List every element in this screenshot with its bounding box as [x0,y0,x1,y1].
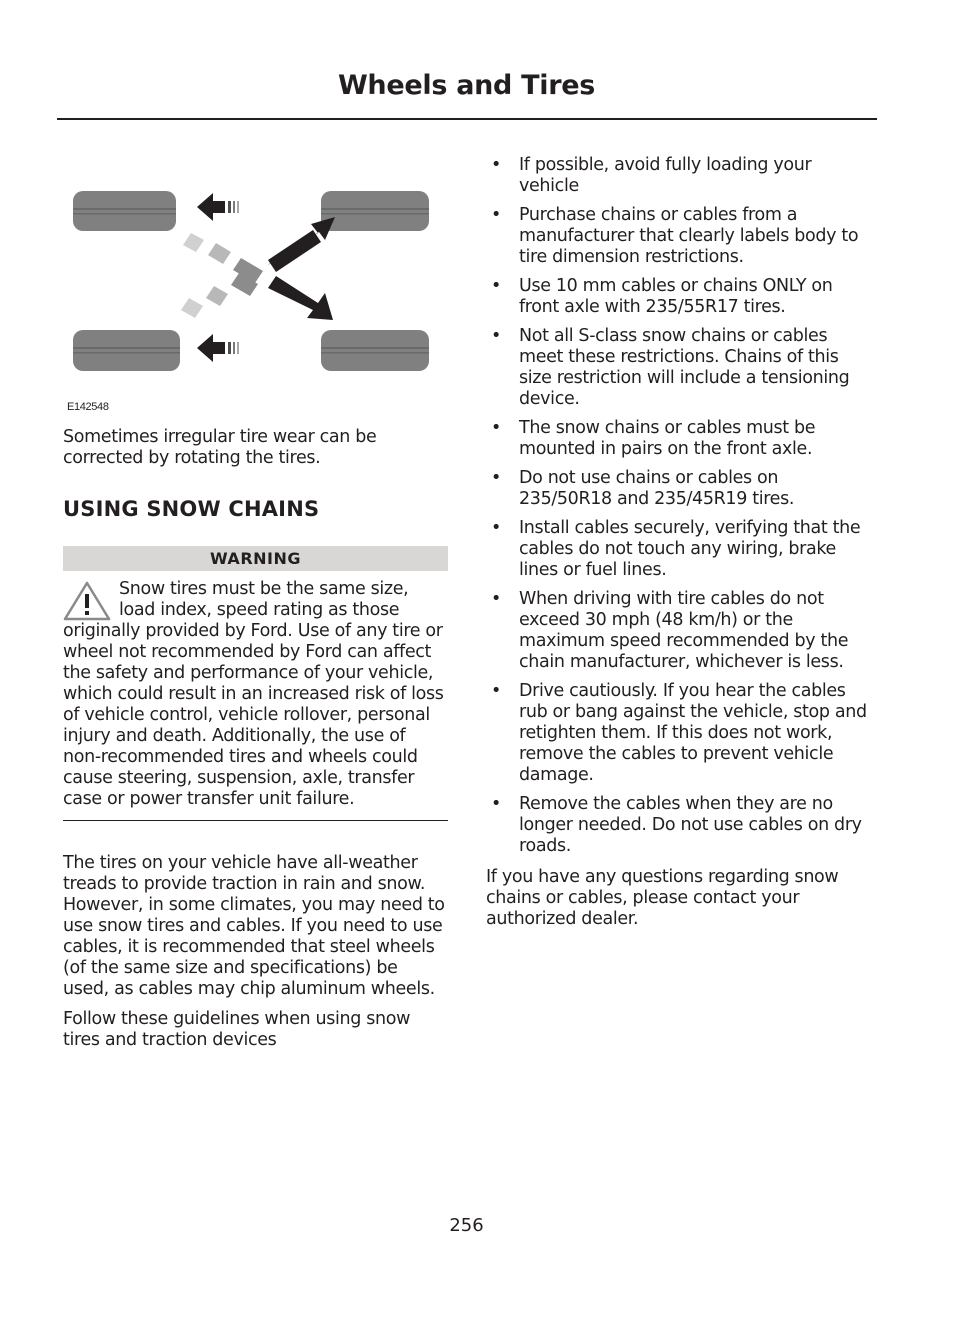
bullet-dot-icon: • [491,418,501,438]
bullet-dot-icon: • [491,326,501,346]
list-item-text: Do not use chains or cables on 235/50R18 and 235/45R19 tires. [519,468,795,509]
tire-rotation-diagram [63,160,433,415]
list-item-text: Install cables securely, verifying that the cables do not touch any wiring, brake lines or fuel lines. [519,518,861,580]
warning-label: WARNING [63,546,448,571]
tire-rear-right-icon [321,330,429,371]
bullet-dot-icon: • [491,205,501,225]
list-item [486,418,876,460]
list-item-text: Not all S-class snow chains or cables meet these restrictions. Chains of this size restriction will include a tensioning device. [519,326,850,409]
page-number: 256 [449,1215,484,1236]
list-item [486,276,876,318]
list-item-text: Purchase chains or cables from a manufacturer that clearly labels body to tire dimension restrictions. [519,205,859,267]
list-item-text: Remove the cables when they are no longer needed. Do not use cables on dry roads. [519,794,862,856]
list-item [486,681,876,786]
bullet-dot-icon: • [491,155,501,175]
warning-triangle-icon [63,581,111,621]
tire-front-left-icon [73,191,176,231]
warning-text: Snow tires must be the same size, load index, speed rating as those originally provided by Ford. Use of any tire or wheel not recommended by Ford can affect the safety and performance of your vehicle, which could result in an increased risk of loss of vehicle control, vehicle rollover, personal injury and death. Additionally, the use of non-recommended tires and wheels could cause steering, suspension, axle, transfer case or power transfer unit failure. [63,579,444,809]
warning-box [63,579,448,810]
bullet-dot-icon: • [491,794,501,814]
list-item-text: If possible, avoid fully loading your vehicle [519,155,812,196]
list-item [486,794,876,857]
page-header-title: Wheels and Tires [337,70,596,101]
bullet-dot-icon: • [491,276,501,296]
bullet-dot-icon: • [491,518,501,538]
list-item-text: Drive cautiously. If you hear the cables rub or bang against the vehicle, stop and retighten them. If this does not work, remove the cables to prevent vehicle damage. [519,681,867,785]
tire-rear-left-icon [73,330,180,371]
paragraph-traction: The tires on your vehicle have all-weather treads to provide traction in rain and snow. However, in some climates, you may need to use snow tires and cables. If you need to use cables, it is recommended that steel wheels (of the same size and specifications) be used, as cables may chip aluminum wheels. [63,853,445,999]
paragraph-guidelines: Follow these guidelines when using snow tires and traction devices [63,1009,411,1050]
bullet-dot-icon: • [491,681,501,701]
list-item [486,326,876,410]
figure-caption: Sometimes irregular tire wear can be corrected by rotating the tires. [63,427,377,468]
right-column [486,155,876,930]
section-heading: USING SNOW CHAINS [63,497,320,521]
list-item [486,468,876,510]
list-item-text: Use 10 mm cables or chains ONLY on front axle with 235/55R17 tires. [519,276,833,317]
header-divider [57,118,877,120]
list-item [486,589,876,673]
list-item-text: When driving with tire cables do not exceed 30 mph (48 km/h) or the maximum speed recommended by the chain manufacturer, whichever is less. [519,589,849,672]
guidelines-list [486,155,876,857]
tire-front-right-icon [321,191,429,231]
closing-paragraph: If you have any questions regarding snow chains or cables, please contact your authorized dealer. [486,867,839,929]
list-item [486,518,876,581]
warning-divider [63,820,448,821]
list-item [486,205,876,268]
left-column [63,160,448,1051]
bullet-dot-icon: • [491,589,501,609]
list-item-text: The snow chains or cables must be mounted in pairs on the front axle. [519,418,816,459]
bullet-dot-icon: • [491,468,501,488]
figure-code: E142548 [67,401,109,413]
tire-rotation-figure [63,160,433,415]
list-item [486,155,876,197]
